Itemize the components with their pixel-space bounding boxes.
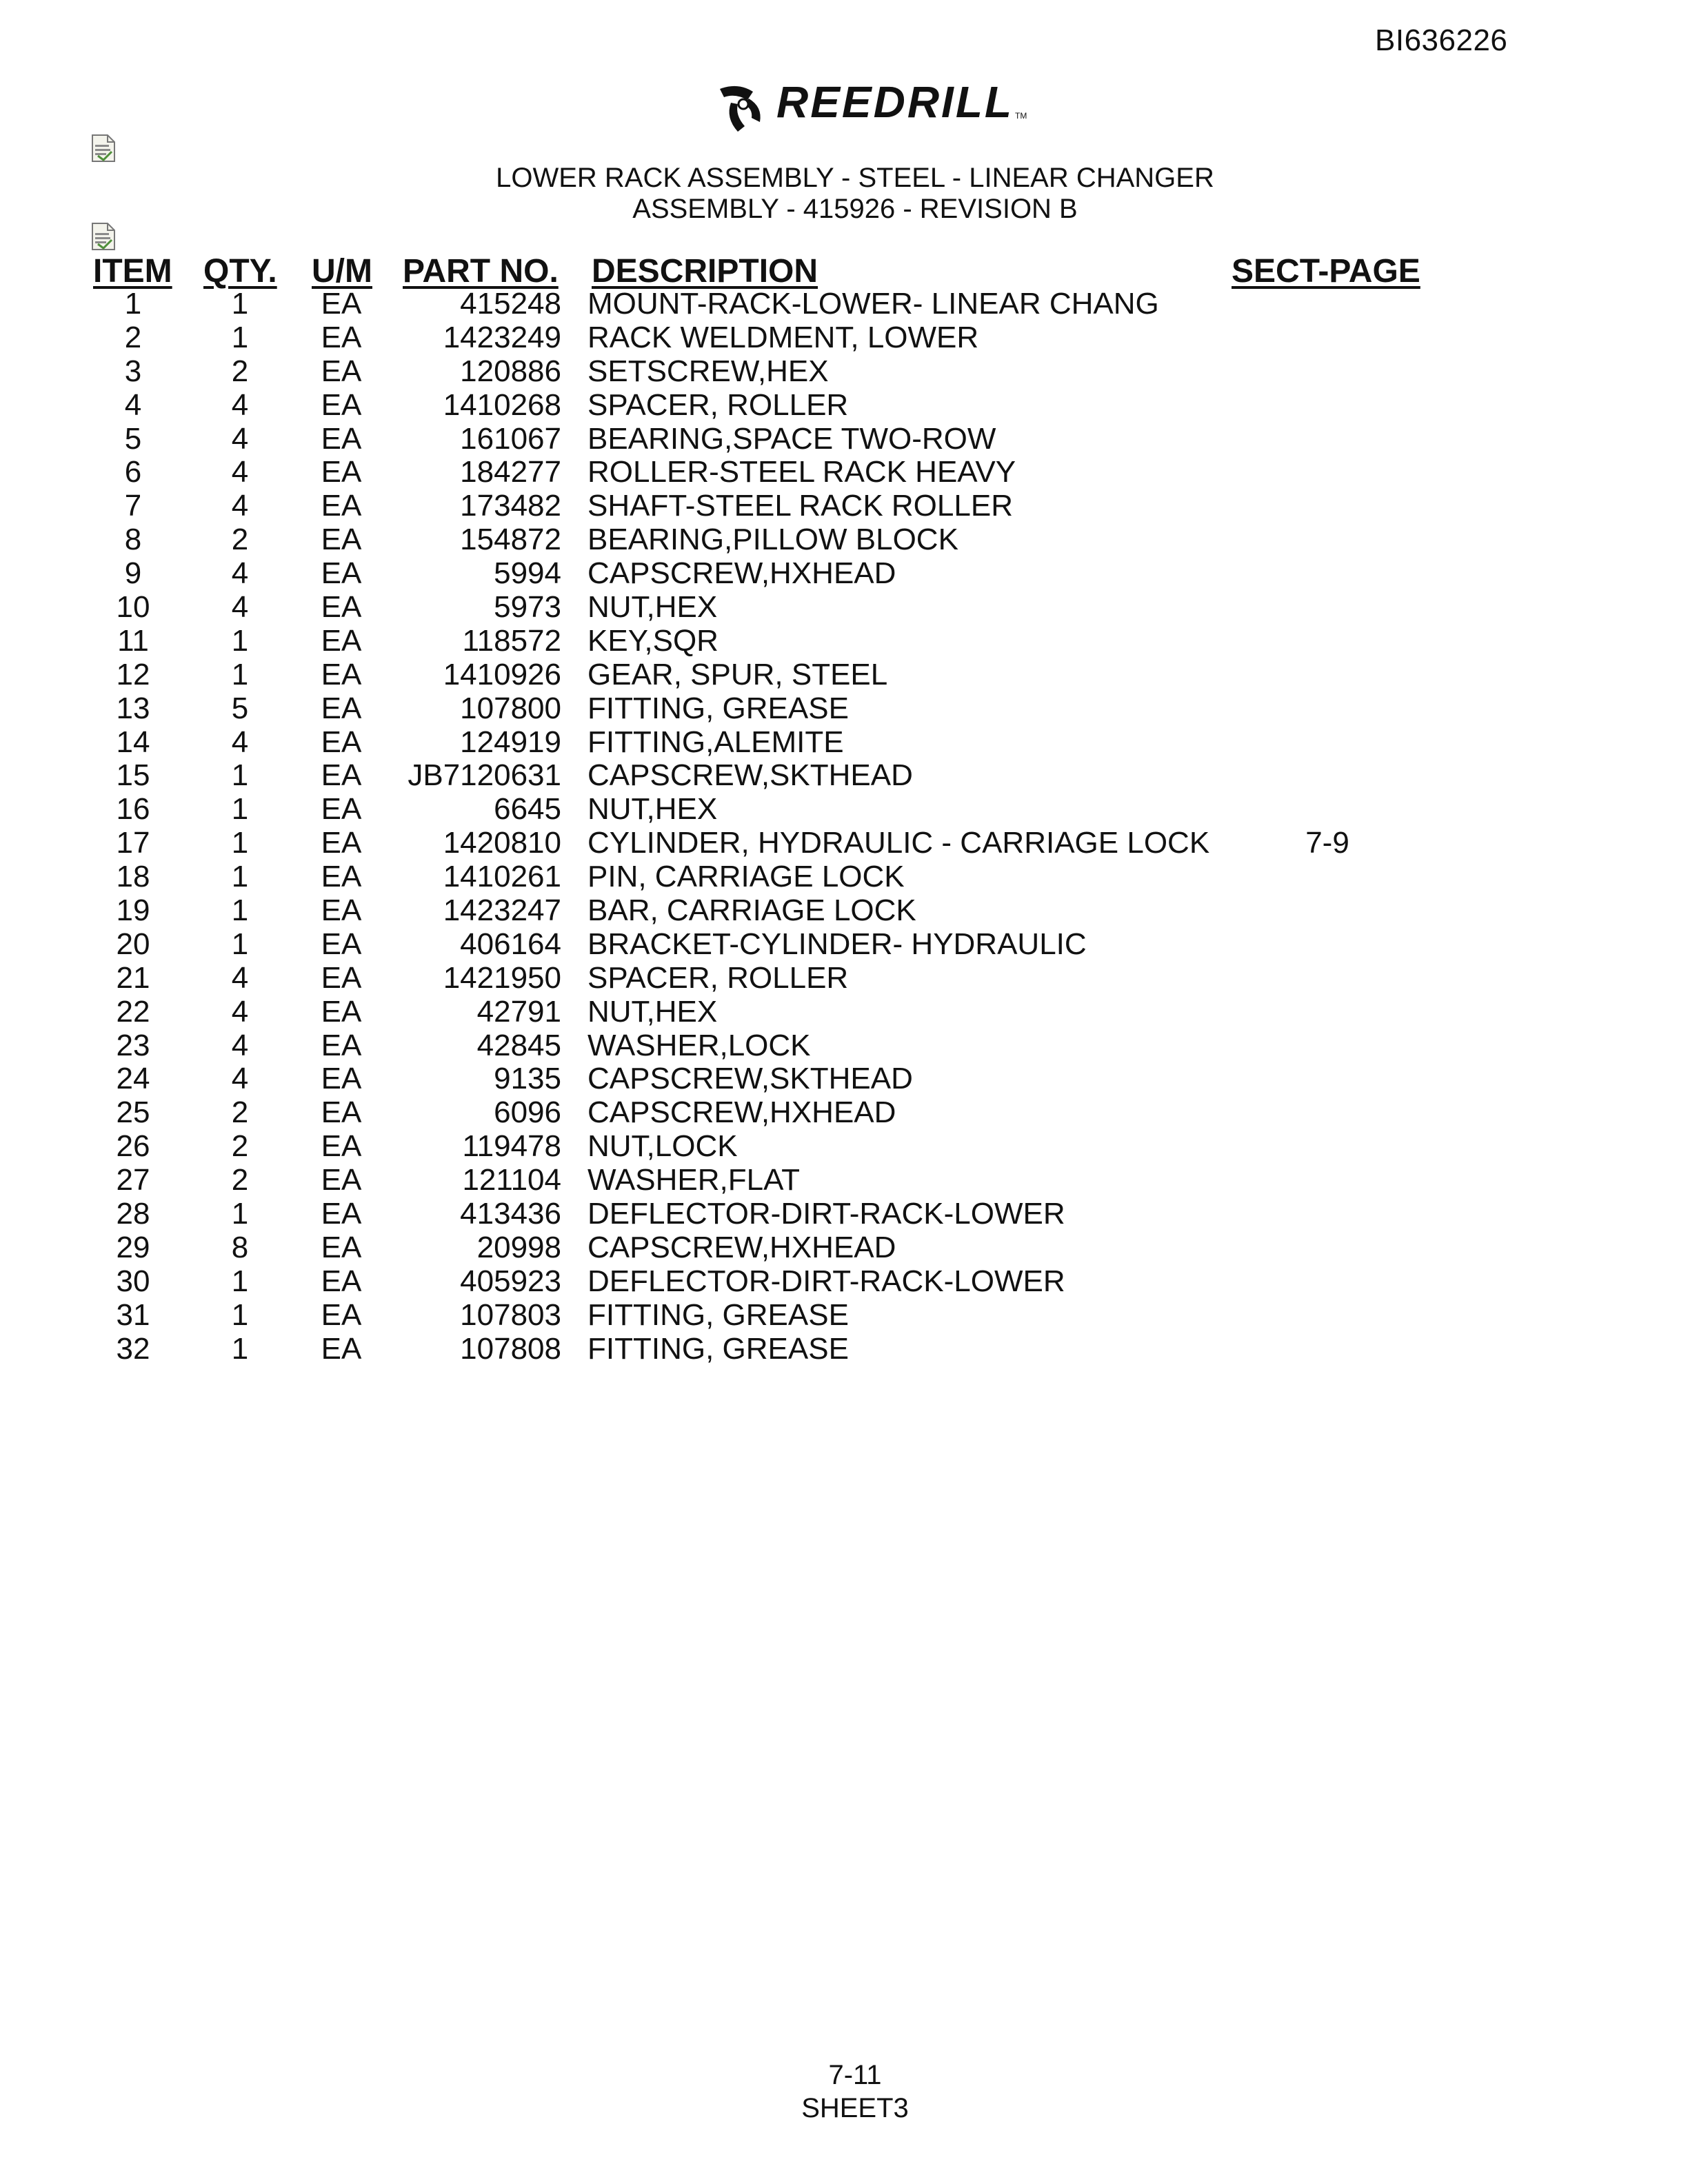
unit-of-measure: EA: [321, 994, 362, 1029]
part-number: 118572: [462, 623, 561, 658]
part-description: SPACER, ROLLER: [587, 387, 849, 422]
quantity: 1: [231, 893, 249, 928]
unit-of-measure: EA: [321, 556, 362, 591]
part-number: 107808: [460, 1331, 561, 1366]
item-number: 29: [116, 1230, 150, 1264]
table-row: [0, 962, 1688, 995]
part-description: DEFLECTOR-DIRT-RACK-LOWER: [587, 1264, 1065, 1298]
part-description: CAPSCREW,HXHEAD: [587, 556, 896, 591]
quantity: 8: [231, 1230, 249, 1264]
quantity: 2: [231, 1129, 249, 1164]
part-description: FITTING, GREASE: [587, 1297, 849, 1332]
table-row: [0, 355, 1688, 389]
part-number: 405923: [460, 1264, 561, 1298]
unit-of-measure: EA: [321, 1331, 362, 1366]
part-number: 1423249: [443, 320, 561, 354]
document-id: BI636226: [1375, 23, 1508, 57]
table-row: [0, 759, 1688, 793]
item-number: 6: [124, 455, 142, 489]
unit-of-measure: EA: [321, 657, 362, 691]
item-number: 30: [116, 1264, 150, 1298]
part-description: GEAR, SPUR, STEEL: [587, 657, 888, 691]
table-row: [0, 1265, 1688, 1299]
table-row: [0, 321, 1688, 355]
unit-of-measure: EA: [321, 893, 362, 928]
table-row: [0, 658, 1688, 692]
quantity: 1: [231, 1331, 249, 1366]
sect-page: 7-9: [1305, 826, 1349, 860]
table-row: [0, 793, 1688, 827]
table-row: [0, 1299, 1688, 1333]
part-description: DEFLECTOR-DIRT-RACK-LOWER: [587, 1197, 1065, 1231]
quantity: 4: [231, 421, 249, 456]
part-description: BEARING,PILLOW BLOCK: [587, 523, 958, 557]
part-description: MOUNT-RACK-LOWER- LINEAR CHANG: [587, 287, 1159, 321]
item-number: 1: [124, 287, 142, 321]
part-number: 1410261: [443, 860, 561, 894]
quantity: 4: [231, 590, 249, 625]
item-number: 15: [116, 758, 150, 793]
quantity: 1: [231, 1197, 249, 1231]
assembly-subtitle: ASSEMBLY - 415926 - REVISION B: [632, 194, 1078, 224]
unit-of-measure: EA: [321, 523, 362, 557]
table-row: [0, 489, 1688, 523]
drill-bit-icon: [717, 77, 772, 134]
part-description: BEARING,SPACE TWO-ROW: [587, 421, 996, 456]
quantity: 1: [231, 792, 249, 827]
item-number: 32: [116, 1331, 150, 1366]
item-number: 8: [124, 523, 142, 557]
page-number: 7-11: [828, 2060, 882, 2090]
item-number: 28: [116, 1197, 150, 1231]
part-description: KEY,SQR: [587, 623, 719, 658]
part-description: BRACKET-CYLINDER- HYDRAULIC: [587, 927, 1087, 961]
item-number: 13: [116, 691, 150, 725]
item-number: 9: [124, 556, 142, 591]
table-row: [0, 928, 1688, 962]
table-row: [0, 692, 1688, 726]
column-header-qty: QTY.: [203, 253, 277, 290]
item-number: 24: [116, 1062, 150, 1096]
part-number: 42791: [476, 994, 561, 1029]
part-description: WASHER,LOCK: [587, 1028, 811, 1062]
unit-of-measure: EA: [321, 826, 362, 860]
unit-of-measure: EA: [321, 1297, 362, 1332]
quantity: 4: [231, 556, 249, 591]
unit-of-measure: EA: [321, 1230, 362, 1264]
unit-of-measure: EA: [321, 623, 362, 658]
quantity: 4: [231, 387, 249, 422]
part-description: CAPSCREW,HXHEAD: [587, 1230, 896, 1264]
table-row: [0, 287, 1688, 321]
parts-table: [0, 287, 1688, 1366]
quantity: 1: [231, 826, 249, 860]
part-number: 413436: [460, 1197, 561, 1231]
part-description: FITTING, GREASE: [587, 691, 849, 725]
unit-of-measure: EA: [321, 421, 362, 456]
table-row: [0, 827, 1688, 860]
unit-of-measure: EA: [321, 1264, 362, 1298]
part-number: 6645: [494, 792, 561, 827]
quantity: 4: [231, 1062, 249, 1096]
item-number: 31: [116, 1297, 150, 1332]
unit-of-measure: EA: [321, 354, 362, 388]
part-number: 119478: [462, 1129, 561, 1164]
column-header-sect-page: SECT-PAGE: [1232, 253, 1420, 290]
table-row: [0, 456, 1688, 489]
unit-of-measure: EA: [321, 927, 362, 961]
part-number: 184277: [460, 455, 561, 489]
part-number: JB7120631: [408, 758, 561, 793]
column-header-part-no: PART NO.: [403, 253, 559, 290]
unit-of-measure: EA: [321, 287, 362, 321]
document-icon: [91, 222, 116, 251]
part-number: 120886: [460, 354, 561, 388]
item-number: 26: [116, 1129, 150, 1164]
part-number: 1421950: [443, 960, 561, 995]
part-number: 20998: [476, 1230, 561, 1264]
part-number: 406164: [460, 927, 561, 961]
trademark-mark: TM: [1015, 111, 1027, 121]
table-row: [0, 995, 1688, 1029]
item-number: 18: [116, 860, 150, 894]
item-number: 22: [116, 994, 150, 1029]
item-number: 10: [116, 590, 150, 625]
quantity: 4: [231, 725, 249, 759]
quantity: 1: [231, 758, 249, 793]
unit-of-measure: EA: [321, 489, 362, 523]
quantity: 2: [231, 523, 249, 557]
part-number: 9135: [494, 1062, 561, 1096]
quantity: 1: [231, 860, 249, 894]
item-number: 5: [124, 421, 142, 456]
brand-logo: [717, 74, 1027, 136]
assembly-title: LOWER RACK ASSEMBLY - STEEL - LINEAR CHANGER: [496, 163, 1214, 193]
quantity: 4: [231, 960, 249, 995]
unit-of-measure: EA: [321, 860, 362, 894]
quantity: 4: [231, 994, 249, 1029]
item-number: 16: [116, 792, 150, 827]
item-number: 17: [116, 826, 150, 860]
part-description: NUT,HEX: [587, 590, 718, 625]
table-row: [0, 1062, 1688, 1096]
part-description: WASHER,FLAT: [587, 1163, 801, 1197]
table-row: [0, 523, 1688, 557]
table-row: [0, 389, 1688, 423]
quantity: 1: [231, 320, 249, 354]
quantity: 4: [231, 455, 249, 489]
item-number: 7: [124, 489, 142, 523]
part-description: BAR, CARRIAGE LOCK: [587, 893, 916, 928]
unit-of-measure: EA: [321, 1129, 362, 1164]
table-row: [0, 726, 1688, 760]
part-number: 415248: [460, 287, 561, 321]
unit-of-measure: EA: [321, 960, 362, 995]
item-number: 27: [116, 1163, 150, 1197]
part-number: 6096: [494, 1095, 561, 1130]
unit-of-measure: EA: [321, 1095, 362, 1130]
part-description: SPACER, ROLLER: [587, 960, 849, 995]
part-number: 5973: [494, 590, 561, 625]
unit-of-measure: EA: [321, 725, 362, 759]
item-number: 3: [124, 354, 142, 388]
table-row: [0, 557, 1688, 591]
part-number: 121104: [462, 1163, 561, 1197]
part-number: 1410268: [443, 387, 561, 422]
unit-of-measure: EA: [321, 387, 362, 422]
item-number: 19: [116, 893, 150, 928]
part-description: PIN, CARRIAGE LOCK: [587, 860, 905, 894]
unit-of-measure: EA: [321, 590, 362, 625]
quantity: 1: [231, 657, 249, 691]
item-number: 2: [124, 320, 142, 354]
unit-of-measure: EA: [321, 455, 362, 489]
table-row: [0, 1130, 1688, 1164]
table-row: [0, 1231, 1688, 1265]
item-number: 14: [116, 725, 150, 759]
part-number: 173482: [460, 489, 561, 523]
part-description: SETSCREW,HEX: [587, 354, 829, 388]
part-number: 42845: [476, 1028, 561, 1062]
unit-of-measure: EA: [321, 1062, 362, 1096]
item-number: 21: [116, 960, 150, 995]
part-number: 1420810: [443, 826, 561, 860]
part-description: NUT,HEX: [587, 994, 718, 1029]
table-row: [0, 591, 1688, 625]
part-number: 1410926: [443, 657, 561, 691]
unit-of-measure: EA: [321, 1197, 362, 1231]
unit-of-measure: EA: [321, 792, 362, 827]
unit-of-measure: EA: [321, 691, 362, 725]
table-row: [0, 1197, 1688, 1231]
column-header-description: DESCRIPTION: [592, 253, 818, 290]
quantity: 1: [231, 1264, 249, 1298]
part-description: NUT,LOCK: [587, 1129, 738, 1164]
quantity: 2: [231, 1163, 249, 1197]
part-number: 107803: [460, 1297, 561, 1332]
quantity: 2: [231, 1095, 249, 1130]
part-description: NUT,HEX: [587, 792, 718, 827]
table-row: [0, 1164, 1688, 1197]
unit-of-measure: EA: [321, 1163, 362, 1197]
table-row: [0, 1029, 1688, 1063]
quantity: 4: [231, 489, 249, 523]
item-number: 11: [117, 623, 149, 658]
part-description: FITTING, GREASE: [587, 1331, 849, 1366]
sheet-label: SHEET3: [801, 2093, 909, 2123]
part-number: 161067: [460, 421, 561, 456]
document-icon: [91, 134, 116, 163]
part-number: 5994: [494, 556, 561, 591]
table-row: [0, 423, 1688, 456]
quantity: 1: [231, 287, 249, 321]
unit-of-measure: EA: [321, 758, 362, 793]
item-number: 12: [116, 657, 150, 691]
part-description: ROLLER-STEEL RACK HEAVY: [587, 455, 1016, 489]
quantity: 5: [231, 691, 249, 725]
part-number: 107800: [460, 691, 561, 725]
table-row: [0, 625, 1688, 658]
part-description: SHAFT-STEEL RACK ROLLER: [587, 489, 1013, 523]
quantity: 1: [231, 623, 249, 658]
brand-name: REEDRILL: [776, 77, 1014, 127]
item-number: 25: [116, 1095, 150, 1130]
quantity: 2: [231, 354, 249, 388]
table-row: [0, 894, 1688, 928]
item-number: 4: [124, 387, 142, 422]
part-description: CYLINDER, HYDRAULIC - CARRIAGE LOCK: [587, 826, 1210, 860]
table-row: [0, 1096, 1688, 1130]
part-description: FITTING,ALEMITE: [587, 725, 844, 759]
part-description: CAPSCREW,HXHEAD: [587, 1095, 896, 1130]
quantity: 1: [231, 1297, 249, 1332]
part-description: RACK WELDMENT, LOWER: [587, 320, 979, 354]
item-number: 20: [116, 927, 150, 961]
unit-of-measure: EA: [321, 1028, 362, 1062]
table-row: [0, 1333, 1688, 1366]
quantity: 1: [231, 927, 249, 961]
unit-of-measure: EA: [321, 320, 362, 354]
column-header-item: ITEM: [93, 253, 172, 290]
quantity: 4: [231, 1028, 249, 1062]
part-description: CAPSCREW,SKTHEAD: [587, 1062, 913, 1096]
part-number: 1423247: [443, 893, 561, 928]
part-description: CAPSCREW,SKTHEAD: [587, 758, 913, 793]
column-header-um: U/M: [312, 253, 372, 290]
item-number: 23: [116, 1028, 150, 1062]
part-number: 124919: [460, 725, 561, 759]
part-number: 154872: [460, 523, 561, 557]
table-row: [0, 860, 1688, 894]
